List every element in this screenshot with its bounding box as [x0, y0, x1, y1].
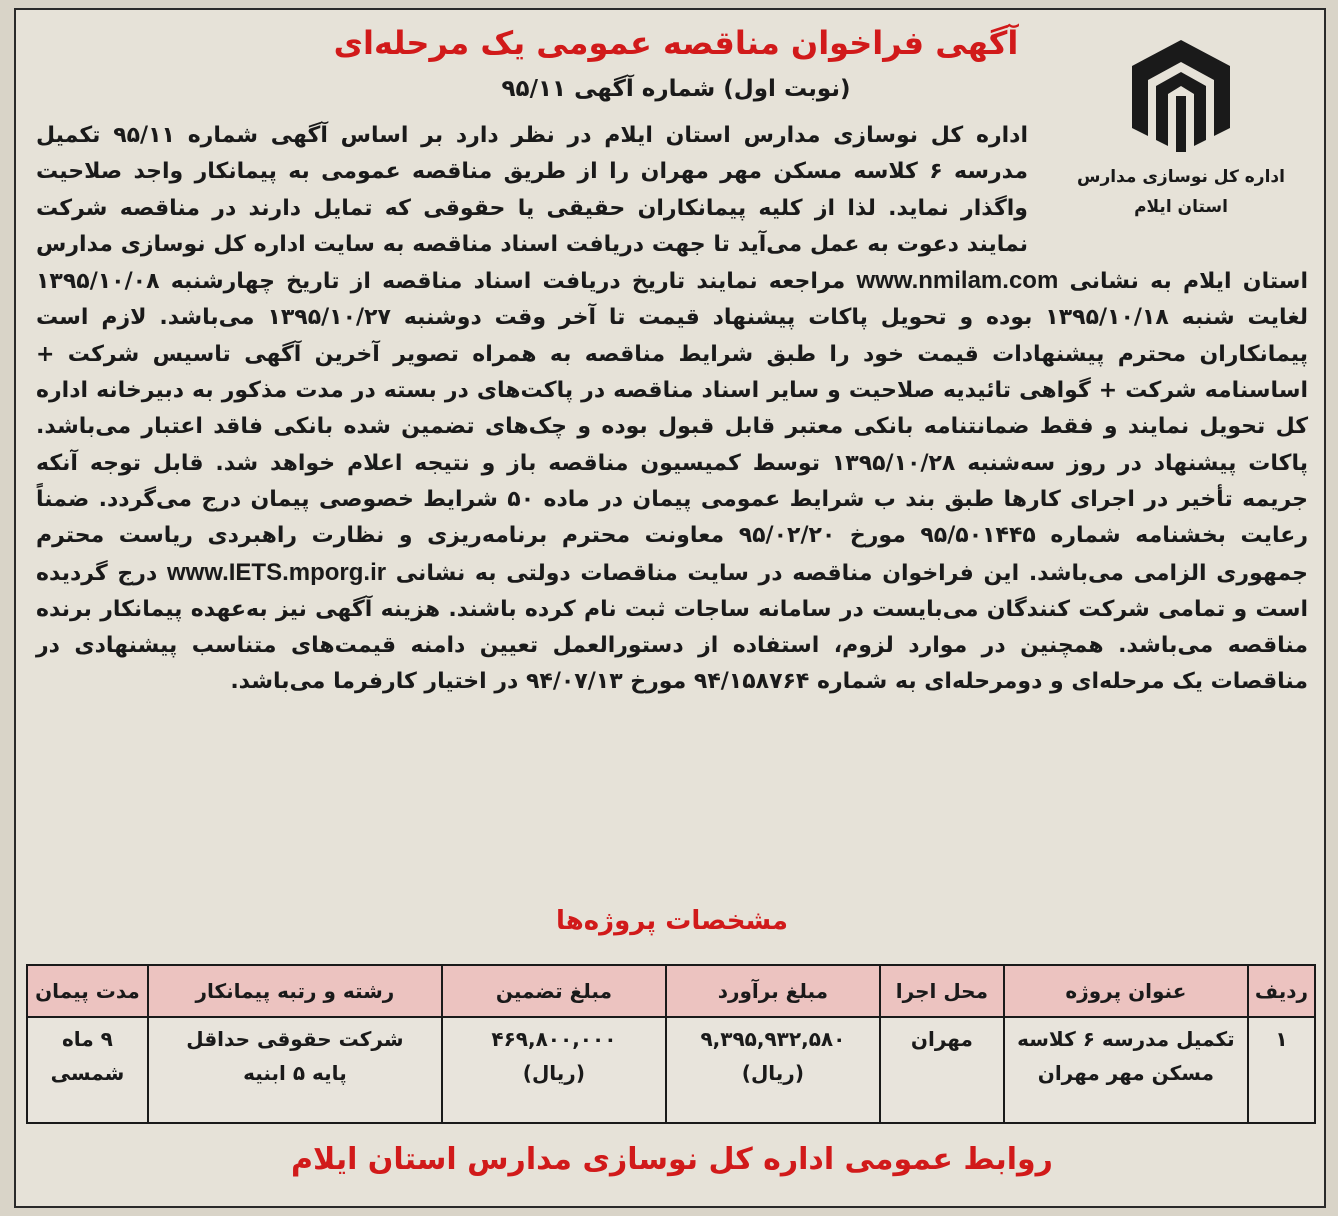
header-row-number: ردیف	[1248, 965, 1315, 1017]
header-contractor: رشته و رتبه پیمانکار	[148, 965, 442, 1017]
guarantee-unit: (ریال)	[522, 1061, 585, 1085]
body-part2: مراجعه نمایند تاریخ دریافت اسناد مناقصه از تاریخ چهارشنبه ۱۳۹۵/۱۰/۰۸ لغایت شنبه ۱۳۹۵/۱۰/۱۸ بوده و تحویل پاکات پیشنهاد قیمت تا آخر وقت دوشنبه ۱۳۹۵/۱۰/۲۷ می‌باشد. لازم است پیمانکاران محترم پیشنهادات قیمت خود را طبق شرایط مناقصه به همراه تصویر آخرین آگهی تاسیس شرکت + اساسنامه شرکت + گواهی تائیدیه صلاحیت و سایر اسناد مناقصه در پاکت‌های در بسته در مدت مذکور به دبیرخانه اداره کل تحویل نمایند و فقط ضمانتنامه بانکی معتبر قابل قبول بوده و چک‌های تضمین شده بانکی فاقد اعتبار می‌باشد. پاکات پیشنهاد در روز سه‌شنبه ۱۳۹۵/۱۰/۲۸ توسط کمیسیون مناقصه باز و نتیجه اعلام خواهد شد. قابل توجه آنکه جریمه تأخیر در اجرای کارها طبق بند ب شرایط عمومی پیمان در ماده ۵۰ شرایط خصوصی پیمان درج می‌گردد. ضمناً رعایت بخشنامه شماره ۹۵/۵۰۱۴۴۵ مورخ ۹۵/۰۲/۲۰ معاونت محترم برنامه‌ریزی و نظارت راهبردی ریاست محترم جمهوری الزامی می‌باشد. این فراخوان مناقصه در سایت مناقصات دولتی به نشانی	[36, 269, 1309, 586]
cell-row-number: ۱	[1248, 1017, 1315, 1123]
contractor-line1: شرکت حقوقی حداقل	[186, 1027, 404, 1051]
announcement-page	[14, 8, 1326, 1208]
cell-duration: ۹ ماه شمسی	[27, 1017, 148, 1123]
project-title-line1: تکمیل مدرسه ۶ کلاسه	[1017, 1027, 1235, 1051]
cell-location: مهران	[880, 1017, 1004, 1123]
logo-caption-line2: استان ایلام	[1134, 197, 1228, 217]
public-relations-footer: روابط عمومی اداره کل نوسازی مدارس استان ایلام	[291, 1142, 1053, 1177]
table-header-row	[27, 965, 1315, 1017]
website-link-iets[interactable]: www.IETS.mporg.ir	[166, 558, 387, 586]
projects-section-title: مشخصات پروژه‌ها	[555, 906, 789, 936]
header-project-title: عنوان پروژه	[1004, 965, 1248, 1017]
project-title-line2: مسکن مهر مهران	[1037, 1061, 1215, 1085]
announcement-body	[36, 118, 1308, 701]
header-guarantee: مبلغ تضمین	[442, 965, 666, 1017]
logo-float-space	[1028, 118, 1308, 238]
projects-table	[26, 964, 1316, 1124]
estimate-value: ۹,۳۹۵,۹۳۲,۵۸۰	[700, 1027, 846, 1051]
header-estimate: مبلغ برآورد	[666, 965, 880, 1017]
header-location: محل اجرا	[880, 965, 1004, 1017]
announcement-title: آگهی فراخوان مناقصه عمومی یک مرحله‌ای	[333, 24, 1019, 62]
announcement-subtitle: (نوبت اول) شماره آگهی ۹۵/۱۱	[501, 76, 851, 102]
estimate-unit: (ریال)	[741, 1061, 804, 1085]
table-row	[27, 1017, 1315, 1123]
cell-guarantee	[442, 1017, 666, 1123]
body-part3: درج گردیده است و تمامی شرکت کنندگان می‌بایست در سامانه ساجات ثبت نام کرده باشند. هزینه آگهی نیز به‌عهده پیمانکار برنده مناقصه می‌باشد. همچنین در موارد لزوم، استفاده از دستورالعمل تعیین دامنه قیمت‌های متناسب پیشنهادی در مناقصات یک مرحله‌ای و دومرحله‌ای به شماره ۹۴/۱۵۸۷۶۴ مورخ ۹۴/۰۷/۱۳ در اختیار کارفرما می‌باشد.	[36, 560, 1308, 695]
cell-contractor	[148, 1017, 442, 1123]
logo-caption-line1: اداره کل نوسازی مدارس	[1077, 167, 1285, 187]
website-link-nmilam[interactable]: www.nmilam.com	[856, 267, 1059, 295]
cell-project-title	[1004, 1017, 1248, 1123]
cell-estimate	[666, 1017, 880, 1123]
body-part1: اداره کل نوسازی مدارس استان ایلام در نظر دارد بر اساس آگهی شماره ۹۵/۱۱ تکمیل مدرسه ۶ کلاسه مسکن مهر مهران را از طریق مناقصه عمومی به پیمانکار واجد صلاحیت واگذار نماید. لذا از کلیه پیمانکاران حقیقی یا حقوقی که تمایل دارند در مناقصه شرکت نمایند دعوت به عمل می‌آید تا جهت دریافت اسناد مناقصه به سایت اداره کل نوسازی مدارس استان ایلام به نشانی	[36, 123, 1308, 295]
guarantee-value: ۴۶۹,۸۰۰,۰۰۰	[491, 1027, 617, 1051]
header-duration: مدت پیمان	[27, 965, 148, 1017]
contractor-line2: پایه ۵ ابنیه	[243, 1061, 347, 1085]
